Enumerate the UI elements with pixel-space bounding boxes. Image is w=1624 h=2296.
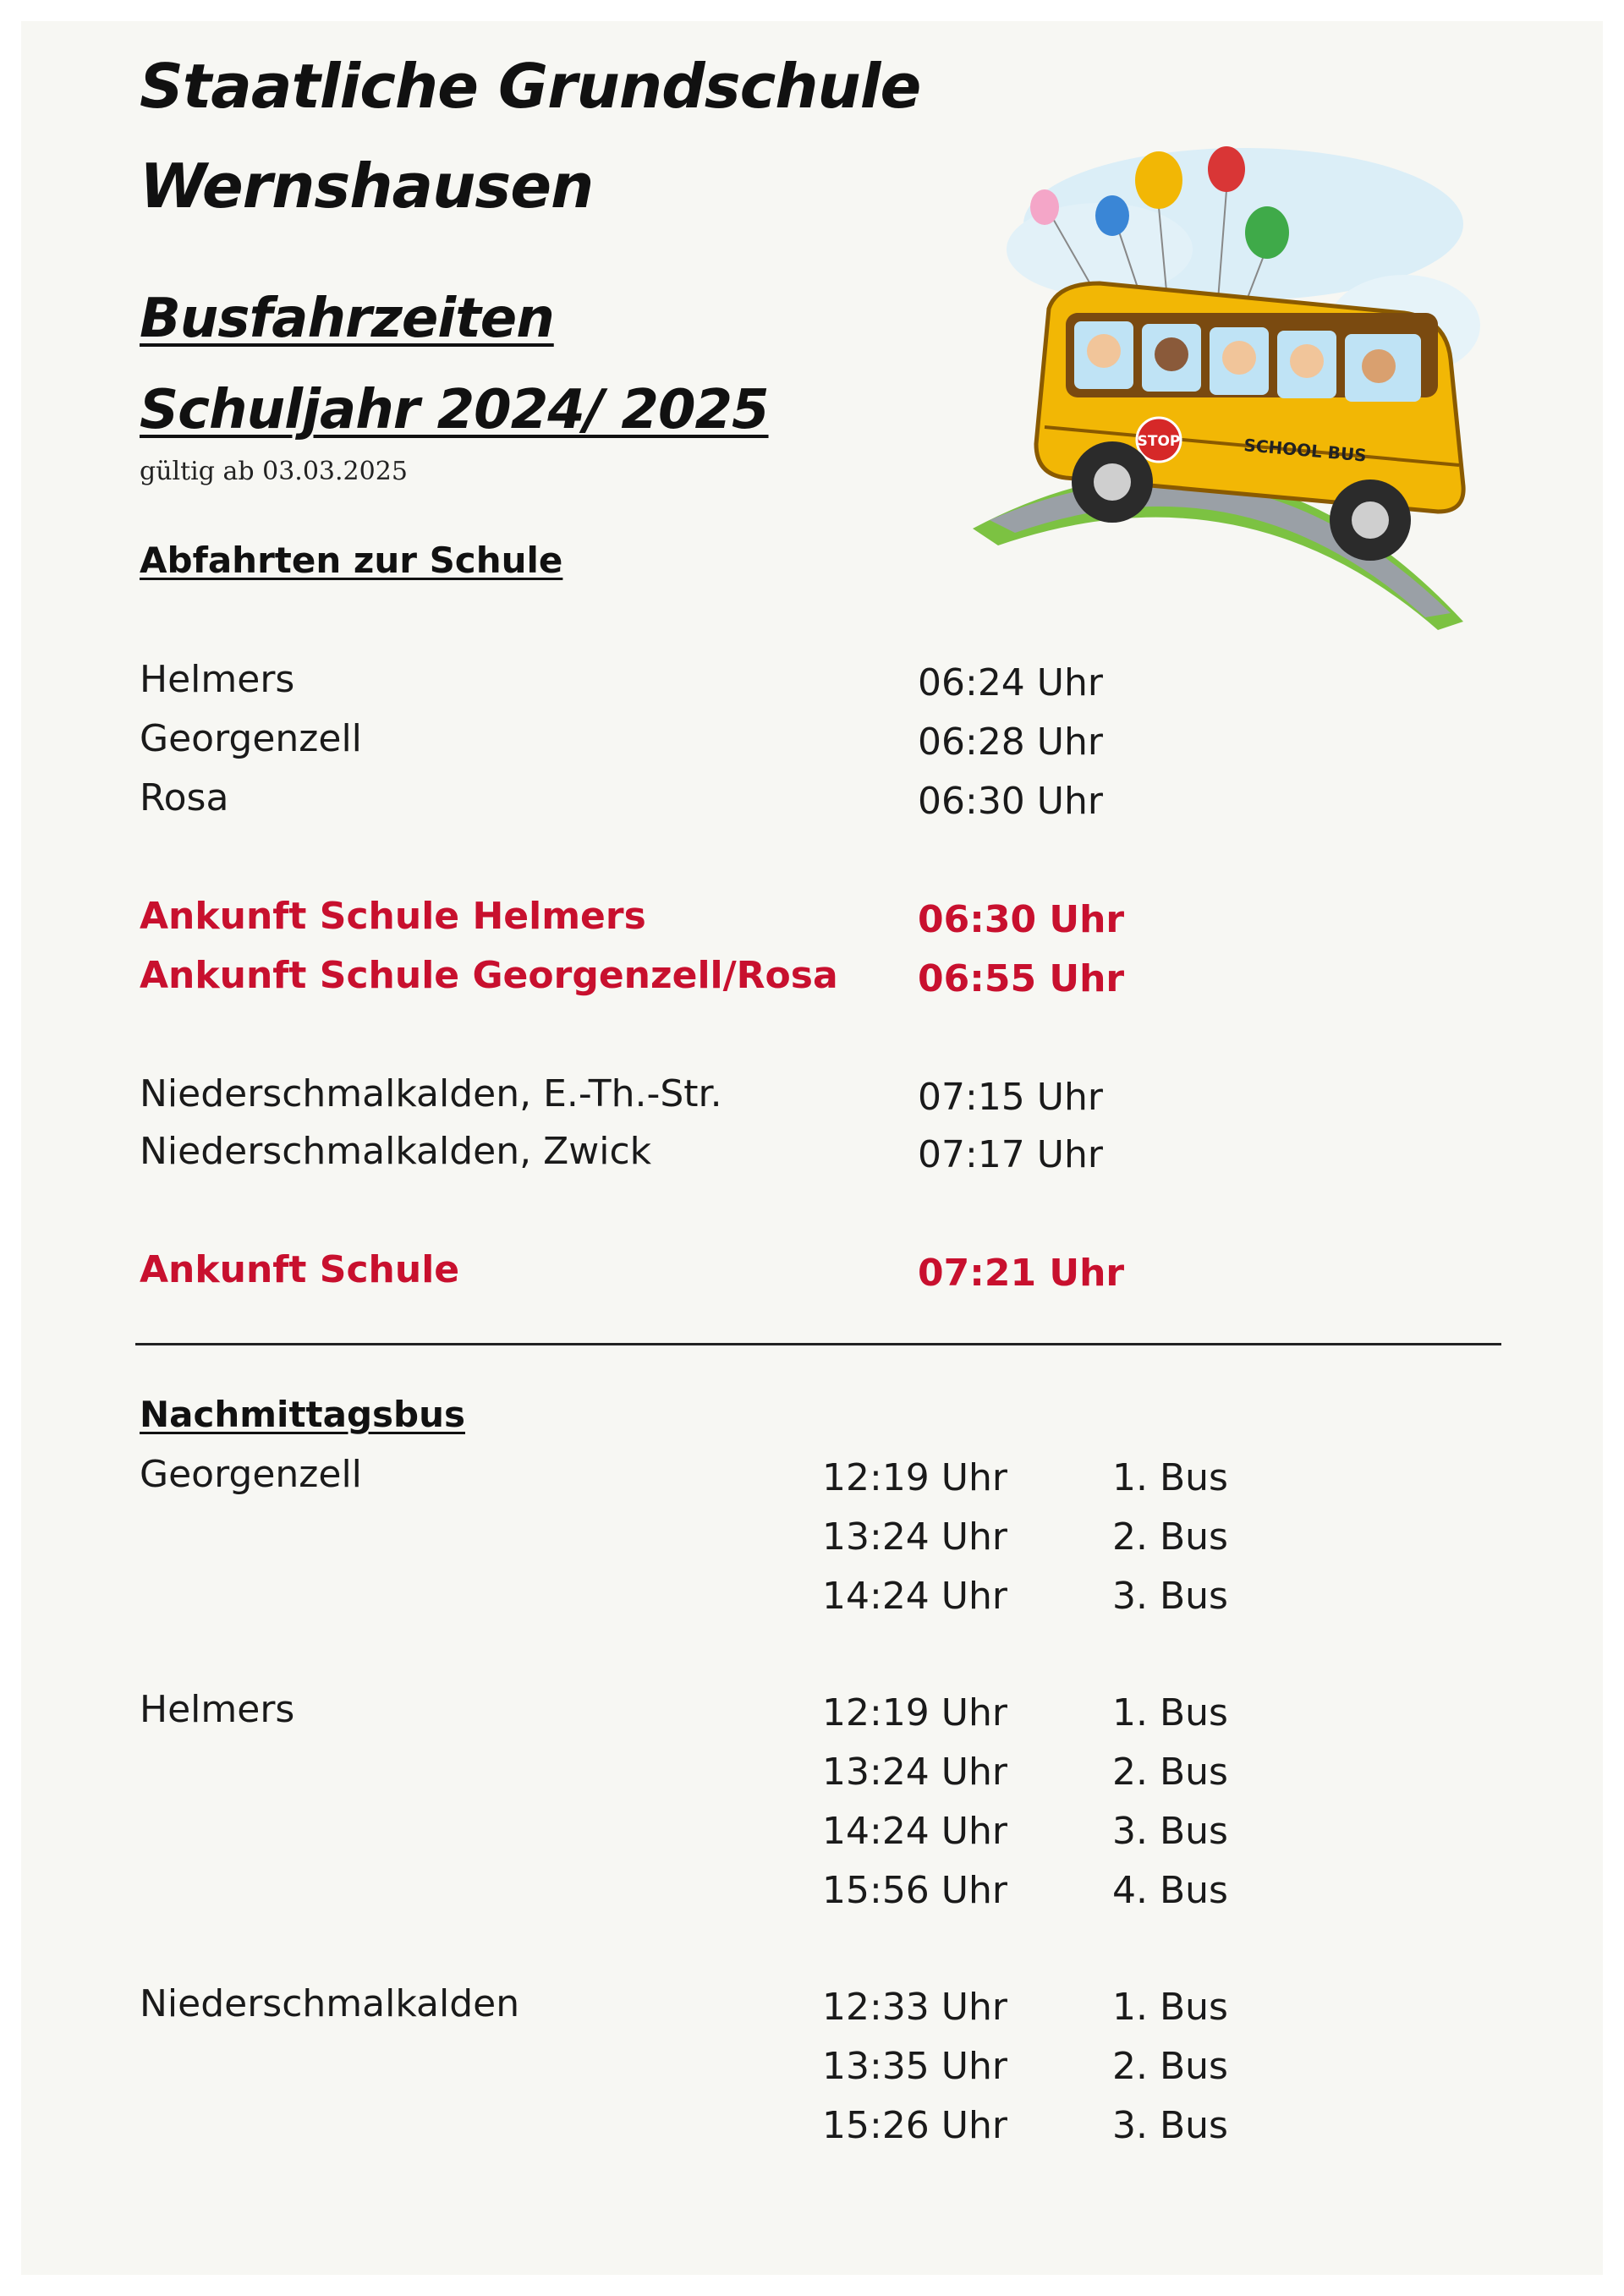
arrival-time: 06:30 Uhr (918, 898, 1125, 941)
arrival-time: 07:21 Uhr (918, 1252, 1125, 1295)
bus-number: 2. Bus (1112, 1751, 1228, 1794)
arrival-time: 06:55 Uhr (918, 957, 1125, 1000)
school-bus-illustration (964, 106, 1489, 630)
bus-number: 2. Bus (1112, 2045, 1228, 2088)
stop-label: Rosa (140, 776, 229, 819)
departure-time: 06:24 Uhr (918, 661, 1103, 704)
afternoon-time: 13:24 Uhr (822, 1515, 1007, 1559)
afternoon-time: 15:56 Uhr (822, 1869, 1007, 1912)
afternoon-time: 14:24 Uhr (822, 1810, 1007, 1853)
school-bus-sign: SCHOOL BUS (1243, 435, 1368, 466)
section-divider (135, 1343, 1501, 1345)
stop-label: Helmers (140, 658, 295, 701)
departure-time: 06:30 Uhr (918, 780, 1103, 823)
afternoon-time: 12:19 Uhr (822, 1456, 1007, 1499)
afternoon-time: 15:26 Uhr (822, 2104, 1007, 2147)
afternoon-time: 13:35 Uhr (822, 2045, 1007, 2088)
afternoon-time: 12:33 Uhr (822, 1986, 1007, 2029)
afternoon-time: 13:24 Uhr (822, 1751, 1007, 1794)
stop-sign-icon (1137, 418, 1181, 462)
stop-sign-text: STOP (1137, 433, 1181, 450)
heading-abfahrten: Abfahrten zur Schule (140, 540, 563, 581)
valid-from-text: gültig ab 03.03.2025 (140, 457, 408, 486)
afternoon-stop-label: Niederschmalkalden (140, 1982, 520, 2025)
afternoon-time: 14:24 Uhr (822, 1575, 1007, 1618)
stop-label: Niederschmalkalden, Zwick (140, 1130, 652, 1173)
bus-number: 3. Bus (1112, 1810, 1228, 1853)
title-busfahrzeiten: Busfahrzeiten (140, 288, 554, 350)
afternoon-time: 12:19 Uhr (822, 1691, 1007, 1734)
departure-time: 07:15 Uhr (918, 1076, 1103, 1119)
wheel-icon (1330, 479, 1411, 561)
heading-nachmittagsbus: Nachmittagsbus (140, 1394, 465, 1435)
wheel-icon (1072, 441, 1153, 523)
bus-number: 3. Bus (1112, 1575, 1228, 1618)
afternoon-stop-label: Helmers (140, 1688, 295, 1731)
bus-number: 1. Bus (1112, 1691, 1228, 1734)
school-name-line1: Staatliche Grundschule (140, 51, 921, 122)
departure-time: 06:28 Uhr (918, 721, 1103, 764)
title-schuljahr: Schuljahr 2024/ 2025 (140, 379, 769, 441)
bus-number: 3. Bus (1112, 2104, 1228, 2147)
bus-number: 1. Bus (1112, 1456, 1228, 1499)
bus-number: 2. Bus (1112, 1515, 1228, 1559)
bus-number: 4. Bus (1112, 1869, 1228, 1912)
stop-label: Niederschmalkalden, E.-Th.-Str. (140, 1072, 722, 1115)
arrival-label: Ankunft Schule Georgenzell/Rosa (140, 954, 838, 997)
departure-time: 07:17 Uhr (918, 1133, 1103, 1176)
stop-label: Georgenzell (140, 717, 362, 760)
bus-number: 1. Bus (1112, 1986, 1228, 2029)
afternoon-stop-label: Georgenzell (140, 1453, 362, 1496)
arrival-label: Ankunft Schule Helmers (140, 895, 646, 938)
arrival-label: Ankunft Schule (140, 1248, 460, 1291)
school-name-line2: Wernshausen (140, 151, 594, 222)
